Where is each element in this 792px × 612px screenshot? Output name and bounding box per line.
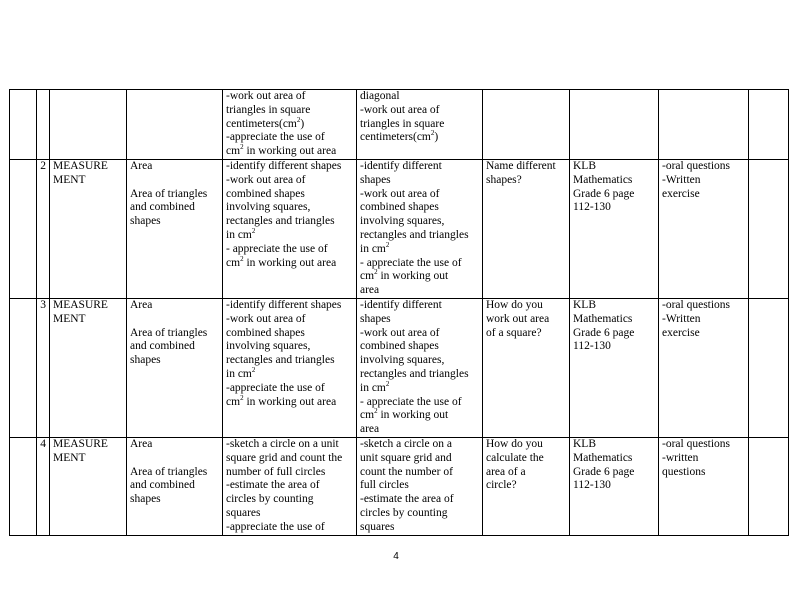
cell-line: $cm^2$ in working out — [360, 407, 449, 422]
cell-line: $cm^2$ in working out area — [226, 143, 337, 158]
assessment-cell — [659, 298, 749, 437]
resources-cell — [570, 90, 659, 160]
cell-line: How do you — [486, 298, 543, 311]
cell-line: involving squares, — [226, 201, 311, 214]
cell-line: in $cm^2$ — [226, 227, 256, 241]
assessment-cell — [659, 160, 749, 299]
cell-line: work out area — [486, 312, 550, 325]
cell-line: -Written — [662, 312, 701, 325]
remarks-cell — [749, 90, 789, 160]
cell-line: -work out area of — [360, 103, 440, 116]
cell-line: triangles in square — [226, 103, 311, 116]
cell-line: - appreciate the use of — [360, 256, 462, 269]
cell-line: -Written — [662, 173, 701, 186]
cell-line: Grade 6 page — [573, 187, 635, 200]
cell-line: Area — [130, 437, 153, 450]
cell-line: full circles — [360, 479, 409, 492]
remarks-cell — [749, 160, 789, 299]
cell-line: rectangles and triangles — [360, 367, 469, 380]
cell-line: -oral questions — [662, 437, 731, 450]
cell-line: Grade 6 page — [573, 465, 635, 478]
strand-cell — [50, 90, 127, 160]
cell-line: squares — [226, 506, 261, 519]
cell-line: diagonal — [360, 90, 400, 102]
sub-strand-cell — [127, 437, 223, 535]
cell-line: $cm^2$ in working out area — [226, 254, 337, 269]
week-cell — [10, 437, 37, 535]
cell-line: combined shapes — [226, 326, 305, 339]
cell-line: exercise — [662, 187, 700, 200]
cell-line: Grade 6 page — [573, 326, 635, 339]
cell-line: Area — [130, 160, 153, 172]
cell-line: in $cm^2$ — [360, 240, 390, 255]
table-row — [10, 90, 789, 160]
cell-line: area — [360, 284, 380, 297]
cell-line: MENT — [53, 312, 86, 325]
key-inquiry-cell — [483, 160, 570, 299]
key-inquiry-cell — [483, 437, 570, 535]
learning-experiences-cell — [357, 90, 483, 160]
learning-outcomes-cell — [223, 90, 357, 160]
cell-line: Mathematics — [573, 451, 633, 464]
cell-line: -estimate the area of — [360, 493, 454, 506]
cell-line: combined shapes — [226, 187, 305, 200]
cell-line: and combined — [130, 201, 195, 214]
cell-line: 112-130 — [573, 479, 611, 492]
table-row — [10, 298, 789, 437]
page-number: 4 — [393, 551, 399, 562]
cell-line: circles by counting — [360, 506, 448, 519]
cell-line: $cm^2$ in working out area — [226, 393, 337, 408]
cell-line: Area of triangles — [130, 465, 208, 478]
cell-line: Area of triangles — [130, 187, 208, 200]
cell-line: - appreciate the use of — [226, 242, 328, 255]
week-cell — [10, 298, 37, 437]
cell-line: questions — [662, 465, 706, 478]
cell-line: area of a — [486, 465, 526, 478]
learning-experiences-cell — [357, 298, 483, 437]
cell-line: of a square? — [486, 326, 542, 339]
cell-line: MEASURE — [53, 298, 108, 311]
cell-line: -estimate the area of — [226, 479, 320, 492]
cell-line: shapes — [360, 173, 391, 186]
cell-line: involving squares, — [360, 215, 445, 228]
cell-line: Name different — [486, 160, 556, 172]
remarks-cell — [749, 437, 789, 535]
cell-line: shapes — [130, 215, 161, 228]
cell-line: MEASURE — [53, 160, 108, 172]
cell-line: -appreciate the use of — [226, 520, 325, 533]
cell-line: MENT — [53, 451, 86, 464]
cell-line: in $cm^2$ — [360, 379, 390, 394]
cell-line: shapes? — [486, 173, 522, 186]
cell-line: 112-130 — [573, 340, 611, 353]
cell-line: -identify different shapes — [226, 160, 342, 172]
cell-line: 3 — [40, 298, 46, 311]
key-inquiry-cell — [483, 298, 570, 437]
cell-line: -work out area of — [360, 326, 440, 339]
cell-line: circles by counting — [226, 493, 314, 506]
cell-line: -sketch a circle on a — [360, 437, 452, 450]
cell-line: $centimeters(cm^2)$ — [226, 115, 305, 130]
cell-line: -oral questions — [662, 298, 731, 311]
cell-line: $centimeters(cm^2)$ — [360, 129, 439, 144]
cell-line: - appreciate the use of — [360, 395, 462, 408]
assessment-cell — [659, 90, 749, 160]
sub-strand-cell — [127, 160, 223, 299]
cell-line: $cm^2$ in working out — [360, 268, 449, 283]
week-cell — [10, 160, 37, 299]
cell-line: involving squares, — [226, 340, 311, 353]
cell-line: Area — [130, 298, 153, 311]
key-inquiry-cell — [483, 90, 570, 160]
sub-strand-cell — [127, 90, 223, 160]
cell-line: shapes — [360, 312, 391, 325]
cell-line: -written — [662, 451, 699, 464]
cell-line: -work out area of — [360, 187, 440, 200]
learning-outcomes-cell — [223, 437, 357, 535]
cell-line: count the number of — [360, 465, 453, 478]
cell-line: combined shapes — [360, 340, 439, 353]
cell-line: 2 — [40, 160, 46, 172]
cell-line: -work out area of — [226, 173, 306, 186]
cell-line: KLB — [573, 160, 596, 172]
cell-line: -identify different — [360, 160, 442, 172]
lesson-cell — [37, 90, 50, 160]
cell-line: Mathematics — [573, 173, 633, 186]
cell-line: Mathematics — [573, 312, 633, 325]
cell-line: 112-130 — [573, 201, 611, 214]
lesson-cell — [37, 437, 50, 535]
cell-line: and combined — [130, 340, 195, 353]
cell-line: in $cm^2$ — [226, 366, 256, 380]
cell-line: and combined — [130, 479, 195, 492]
cell-line: square grid and count the — [226, 451, 343, 464]
assessment-cell — [659, 437, 749, 535]
cell-line: involving squares, — [360, 354, 445, 367]
cell-line: shapes — [130, 493, 161, 506]
cell-line: combined shapes — [360, 201, 439, 214]
lesson-cell — [37, 160, 50, 299]
lesson-cell — [37, 298, 50, 437]
cell-line: number of full circles — [226, 465, 326, 478]
cell-line: -oral questions — [662, 160, 731, 172]
strand-cell — [50, 160, 127, 299]
cell-line: shapes — [130, 354, 161, 367]
cell-line: How do you — [486, 437, 543, 450]
cell-line: rectangles and triangles — [226, 354, 335, 367]
remarks-cell — [749, 298, 789, 437]
cell-line: KLB — [573, 437, 596, 450]
resources-cell — [570, 437, 659, 535]
cell-line: -work out area of — [226, 90, 306, 102]
strand-cell — [50, 437, 127, 535]
scheme-of-work-table — [9, 89, 789, 536]
learning-outcomes-cell — [223, 160, 357, 299]
learning-experiences-cell — [357, 160, 483, 299]
cell-line: circle? — [486, 479, 517, 492]
cell-line: -identify different — [360, 298, 442, 311]
resources-cell — [570, 160, 659, 299]
cell-line: squares — [360, 520, 395, 533]
cell-line: MENT — [53, 173, 86, 186]
week-cell — [10, 90, 37, 160]
cell-line: 4 — [40, 437, 46, 450]
learning-experiences-cell — [357, 437, 483, 535]
cell-line: area — [360, 423, 380, 436]
cell-line: triangles in square — [360, 117, 445, 130]
table-row — [10, 160, 789, 299]
cell-line: unit square grid and — [360, 451, 452, 464]
cell-line: -appreciate the use of — [226, 131, 325, 144]
cell-line: rectangles and triangles — [360, 228, 469, 241]
cell-line: -identify different shapes — [226, 298, 342, 311]
cell-line: KLB — [573, 298, 596, 311]
table-row — [10, 437, 789, 535]
resources-cell — [570, 298, 659, 437]
cell-line: -sketch a circle on a unit — [226, 437, 339, 450]
cell-line: -work out area of — [226, 312, 306, 325]
sub-strand-cell — [127, 298, 223, 437]
cell-line: -appreciate the use of — [226, 381, 325, 394]
learning-outcomes-cell — [223, 298, 357, 437]
cell-line: calculate the — [486, 451, 544, 464]
strand-cell — [50, 298, 127, 437]
cell-line: Area of triangles — [130, 326, 208, 339]
cell-line: MEASURE — [53, 437, 108, 450]
cell-line: rectangles and triangles — [226, 215, 335, 228]
cell-line: exercise — [662, 326, 700, 339]
